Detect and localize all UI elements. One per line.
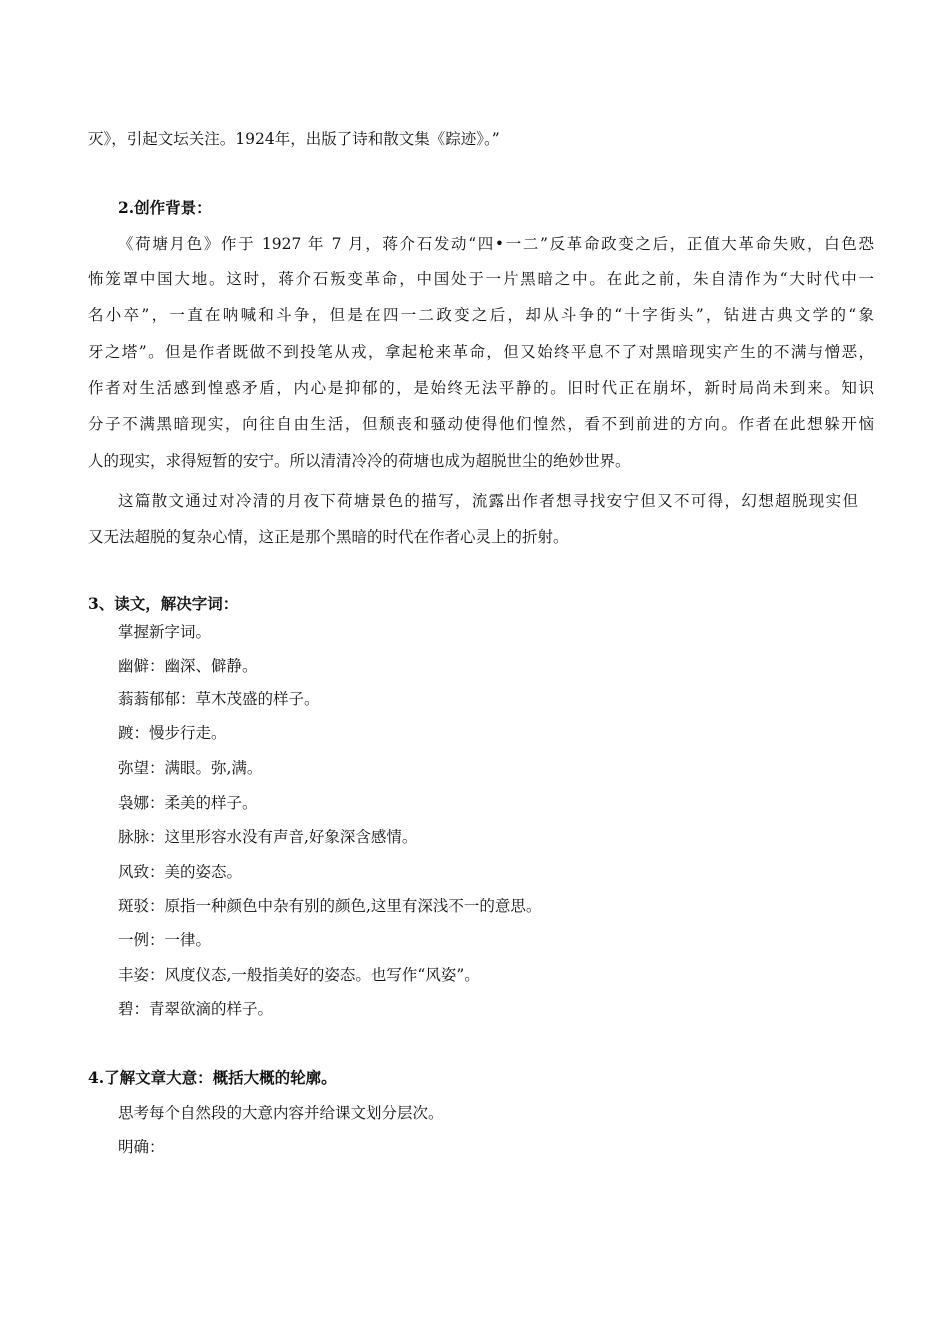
section-2-para2-line: 这篇散文通过对冷清的月夜下荷塘景色的描写，流露出作者想寻找安宁但又不可得，幻想超脱现实但 [118, 492, 858, 510]
section-2-para1-line: 名小卒”，一直在呐喊和斗争，但是在四一二政变之后，却从斗争的“十字街头”，钻进古典文学的“象 [88, 306, 874, 324]
vocab-item: 风致：美的姿态。 [118, 863, 243, 881]
section-4-line: 明确： [118, 1138, 165, 1156]
section-4-heading: 4.了解文章大意：概括大概的轮廓。 [88, 1068, 337, 1087]
section-2-para1-line: 《荷塘月色》作于 1927 年 7 月，蒋介石发动“四•一二”反革命政变之后，正值大革命失败，白色恐 [118, 235, 874, 253]
vocab-item: 袅娜：柔美的样子。 [118, 794, 258, 812]
vocab-item: 斑驳：原指一种颜色中杂有别的颜色,这里有深浅不一的意思。 [118, 897, 542, 915]
section-2-heading: 2.创作背景： [118, 198, 212, 217]
section-2-para1-line: 分子不满黑暗现实，向往自由生活，但颓丧和骚动使得他们惶然，看不到前进的方向。作者在此想躲开恼 [88, 415, 874, 433]
vocab-item: 弥望：满眼。弥,满。 [118, 759, 263, 777]
section-4-line: 思考每个自然段的大意内容并给课文划分层次。 [118, 1104, 444, 1122]
section-2-para1-line: 人的现实，求得短暂的安宁。所以清清冷冷的荷塘也成为超脱世尘的绝妙世界。 [88, 452, 631, 470]
vocab-item: 脉脉：这里形容水没有声音,好象深含感情。 [118, 828, 418, 846]
section-3-heading: 3、读文，解决字词： [88, 594, 239, 613]
section-2-para1-line: 作者对生活感到惶惑矛盾，内心是抑郁的，是始终无法平静的。旧时代正在崩坏，新时局尚未到来。知识 [88, 379, 874, 397]
section-2-para1-line: 怖笼罩中国大地。这时，蒋介石叛变革命，中国处于一片黑暗之中。在此之前，朱自清作为“大时代中一 [88, 270, 874, 288]
vocab-item: 一例：一律。 [118, 931, 212, 949]
section-2-para1-line: 牙之塔”。但是作者既做不到投笔从戎，拿起枪来革命，但又始终平息不了对黑暗现实产生的不满与憎恶， [88, 343, 874, 361]
vocab-item: 碧：青翠欲滴的样子。 [118, 1000, 274, 1018]
vocab-item: 蓊蓊郁郁：草木茂盛的样子。 [118, 690, 320, 708]
vocab-item: 踱：慢步行走。 [118, 724, 227, 742]
vocab-item: 掌握新字词。 [118, 623, 212, 641]
vocab-item: 幽僻：幽深、僻静。 [118, 657, 258, 675]
vocab-item: 丰姿：风度仪态,一般指美好的姿态。也写作“风姿”。 [118, 966, 480, 984]
section-2-para2-line: 又无法超脱的复杂心情，这正是那个黑暗的时代在作者心灵上的折射。 [88, 528, 569, 546]
continuation-line: 灭》，引起文坛关注。1924年，出版了诗和散文集《踪迹》。” [88, 130, 500, 148]
